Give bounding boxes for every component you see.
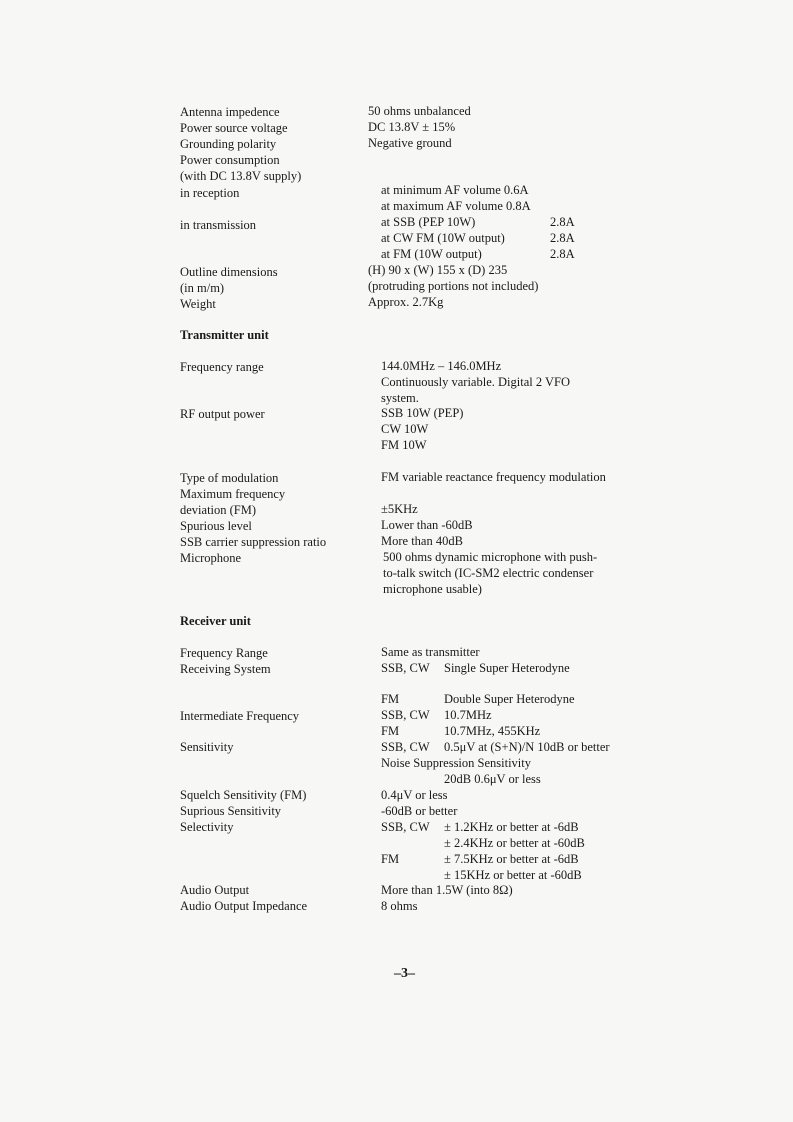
label-maximum-frequency: Maximum frequency: [180, 487, 286, 501]
value-microphone-line1: 500 ohms dynamic microphone with push-: [383, 550, 598, 564]
label-intermediate-frequency: Intermediate Frequency: [180, 709, 300, 723]
label-frequency-range: Frequency range: [180, 360, 264, 374]
value-rf-ssb: SSB 10W (PEP): [381, 406, 464, 420]
value-max-af-volume: at maximum AF volume 0.8A: [381, 199, 531, 213]
value-noise-suppression-level: 20dB 0.6μV or less: [444, 772, 541, 786]
value-rx-mode-fm-2: FM: [381, 724, 400, 738]
label-in-transmission: in transmission: [180, 218, 257, 232]
label-selectivity: Selectivity: [180, 820, 234, 834]
value-deviation: ±5KHz: [381, 502, 418, 516]
label-antenna-impedance: Antenna impedence: [180, 105, 280, 119]
value-grounding-polarity: Negative ground: [368, 136, 452, 150]
value-selectivity-ssb-60db: ± 2.4KHz or better at -60dB: [444, 836, 585, 850]
value-audio-output-impedance: 8 ohms: [381, 899, 418, 913]
value-if-fm: 10.7MHz, 455KHz: [444, 724, 541, 738]
value-spurious-level: Lower than -60dB: [381, 518, 473, 532]
label-outline-dimensions: Outline dimensions: [180, 265, 278, 279]
value-squelch-sensitivity: 0.4μV or less: [381, 788, 448, 802]
value-frequency-range: 144.0MHz – 146.0MHz: [381, 359, 502, 373]
value-rf-cw: CW 10W: [381, 422, 429, 436]
label-weight: Weight: [180, 297, 216, 311]
value-weight: Approx. 2.7Kg: [368, 295, 444, 309]
value-rx-mode-ssb-cw-1: SSB, CW: [381, 661, 430, 675]
label-microphone: Microphone: [180, 551, 242, 565]
label-in-reception: in reception: [180, 186, 240, 200]
label-power-source-voltage: Power source voltage: [180, 121, 288, 135]
heading-transmitter-unit: Transmitter unit: [180, 328, 269, 342]
label-suprious-sensitivity: Suprious Sensitivity: [180, 804, 282, 818]
label-grounding-polarity: Grounding polarity: [180, 137, 277, 151]
value-tx-fm: at FM (10W output): [381, 247, 482, 261]
label-rf-output-power: RF output power: [180, 407, 265, 421]
value-selectivity-fm-60db: ± 15KHz or better at -60dB: [444, 868, 582, 882]
value-amps-cw-fm: 2.8A: [550, 231, 575, 245]
value-double-super-heterodyne: Double Super Heterodyne: [444, 692, 575, 706]
label-deviation-fm: deviation (FM): [180, 503, 257, 517]
value-vfo-line2: system.: [381, 391, 419, 405]
value-rx-mode-ssb-cw-2: SSB, CW: [381, 708, 430, 722]
value-microphone-line3: microphone usable): [383, 582, 482, 596]
value-if-ssb-cw: 10.7MHz: [444, 708, 492, 722]
value-min-af-volume: at minimum AF volume 0.6A: [381, 183, 529, 197]
label-power-consumption: Power consumption: [180, 153, 280, 167]
value-rx-frequency-range: Same as transmitter: [381, 645, 480, 659]
value-ssb-carrier-suppression: More than 40dB: [381, 534, 463, 548]
value-selectivity-ssb-6db: ± 1.2KHz or better at -6dB: [444, 820, 579, 834]
value-tx-ssb: at SSB (PEP 10W): [381, 215, 476, 229]
label-units: (in m/m): [180, 281, 225, 295]
label-type-of-modulation: Type of modulation: [180, 471, 279, 485]
value-rx-mode-fm-1: FM: [381, 692, 400, 706]
value-sensitivity-ssb-cw: 0.5μV at (S+N)/N 10dB or better: [444, 740, 610, 754]
value-outline-dimensions: (H) 90 x (W) 155 x (D) 235: [368, 263, 508, 277]
label-spurious-level: Spurious level: [180, 519, 252, 533]
page-number: –3–: [394, 966, 415, 981]
value-microphone-line2: to-talk switch (IC-SM2 electric condenser: [383, 566, 594, 580]
label-sensitivity: Sensitivity: [180, 740, 234, 754]
value-dimensions-note: (protruding portions not included): [368, 279, 539, 293]
label-supply-note: (with DC 13.8V supply): [180, 169, 302, 183]
value-single-super-heterodyne: Single Super Heterodyne: [444, 661, 570, 675]
value-amps-ssb: 2.8A: [550, 215, 575, 229]
value-tx-cw-fm: at CW FM (10W output): [381, 231, 505, 245]
label-ssb-carrier-suppression: SSB carrier suppression ratio: [180, 535, 327, 549]
label-squelch-sensitivity: Squelch Sensitivity (FM): [180, 788, 307, 802]
label-rx-frequency-range: Frequency Range: [180, 646, 268, 660]
value-rx-mode-ssb-cw-4: SSB, CW: [381, 820, 430, 834]
value-amps-fm: 2.8A: [550, 247, 575, 261]
value-antenna-impedance: 50 ohms unbalanced: [368, 104, 471, 118]
heading-receiver-unit: Receiver unit: [180, 614, 251, 628]
value-rx-mode-ssb-cw-3: SSB, CW: [381, 740, 430, 754]
value-selectivity-fm-6db: ± 7.5KHz or better at -6dB: [444, 852, 579, 866]
value-audio-output: More than 1.5W (into 8Ω): [381, 883, 513, 897]
label-audio-output: Audio Output: [180, 883, 250, 897]
value-suprious-sensitivity: -60dB or better: [381, 804, 458, 818]
value-noise-suppression: Noise Suppression Sensitivity: [381, 756, 532, 770]
label-audio-output-impedance: Audio Output Impedance: [180, 899, 308, 913]
value-rf-fm: FM 10W: [381, 438, 427, 452]
value-vfo-line1: Continuously variable. Digital 2 VFO: [381, 375, 570, 389]
value-rx-mode-fm-3: FM: [381, 852, 400, 866]
value-type-of-modulation: FM variable reactance frequency modulation: [381, 470, 606, 484]
value-power-source-voltage: DC 13.8V ± 15%: [368, 120, 456, 134]
label-receiving-system: Receiving System: [180, 662, 271, 676]
